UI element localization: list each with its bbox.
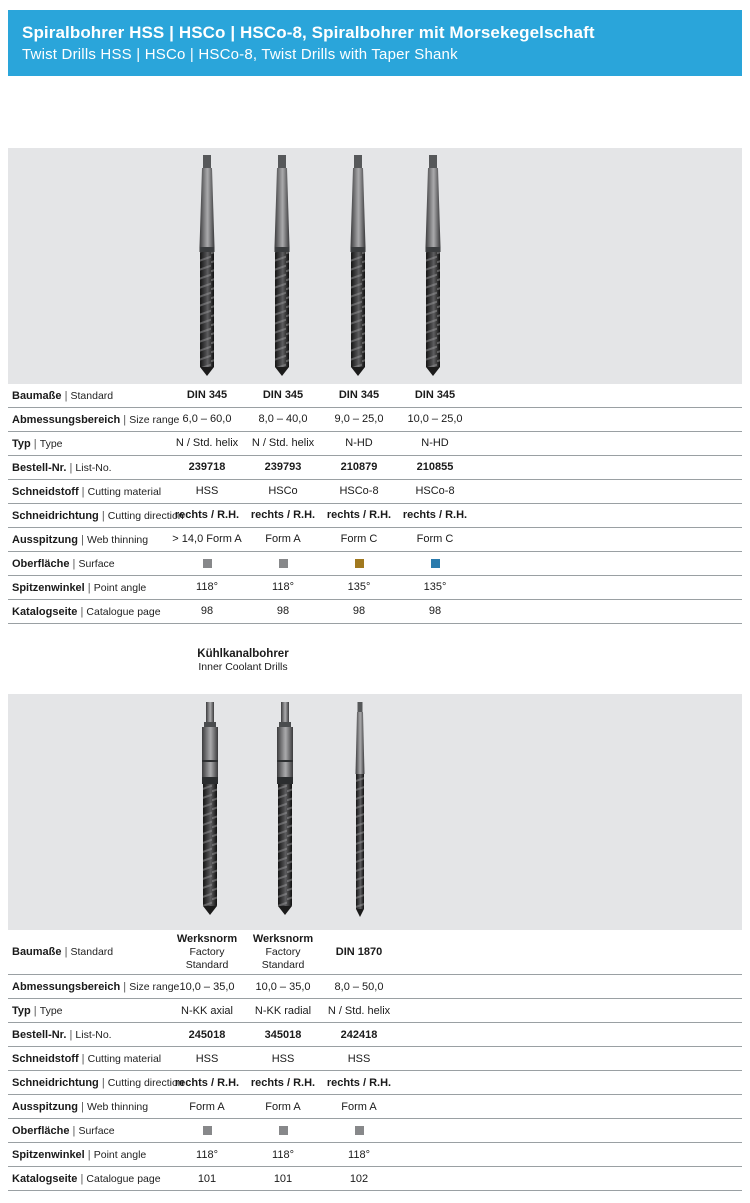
label-separator: | [78, 1100, 87, 1113]
table-cell: 98 [200, 605, 214, 618]
row-label [8, 1125, 169, 1137]
surface-color-swatch [279, 1126, 288, 1135]
table-cell: Form A [189, 1100, 225, 1113]
label-separator: | [69, 1124, 79, 1137]
row-label [8, 1173, 169, 1185]
table-cell: 98 [428, 605, 442, 618]
table-row [8, 1119, 742, 1143]
label-separator: | [77, 1172, 87, 1185]
coolant-heading-de: Kühlkanalbohrer [197, 648, 289, 660]
table-cell: HSS [195, 485, 219, 498]
table-row [8, 1047, 742, 1071]
row-label-de: Katalogseite [12, 605, 78, 618]
table-cell: 101 [273, 1172, 293, 1185]
row-label-de: Schneidrichtung [12, 509, 99, 522]
product-photo-panel-taper-shank [8, 148, 742, 384]
table-cell: rechts / R.H. [250, 509, 316, 522]
table-cell: 101 [197, 1172, 217, 1185]
row-label-de: Spitzenwinkel [12, 1148, 85, 1161]
table-cell: 98 [352, 605, 366, 618]
table-row [8, 1071, 742, 1095]
row-label [8, 980, 180, 993]
table-cell: 239793 [264, 461, 302, 474]
table-cell: N-KK axial [181, 1004, 233, 1017]
row-label-en: Surface [78, 557, 115, 570]
surface-swatch-cell [321, 1122, 397, 1141]
label-separator: | [61, 389, 71, 402]
page-title-en: Twist Drills HSS | HSCo | HSCo-8, Twist Drills with Taper Shank [22, 46, 458, 63]
table-row [8, 1023, 742, 1047]
row-label-en: Point angle [93, 1148, 147, 1161]
row-label [8, 486, 169, 498]
table-cell: HSCo [268, 485, 298, 498]
table-cell: 6,0 – 60,0 [182, 413, 232, 426]
row-label [8, 1149, 169, 1161]
label-separator: | [78, 485, 88, 498]
table-cell: 118° [348, 1148, 370, 1161]
table-row [8, 528, 742, 552]
coolant-drill-photos [8, 694, 742, 930]
row-label-de: Typ [12, 437, 31, 450]
label-separator: | [98, 1076, 108, 1089]
table-cell: > 14,0 Form A [172, 533, 242, 546]
table-cell: 8,0 – 40,0 [258, 413, 308, 426]
table-cell: DIN 345 [262, 389, 304, 402]
label-separator: | [77, 605, 87, 618]
row-label [8, 1029, 169, 1041]
label-separator: | [98, 509, 108, 522]
row-label [8, 1101, 169, 1113]
spec-table-din345 [8, 384, 742, 624]
row-label-de: Bestell-Nr. [12, 1028, 67, 1041]
label-separator: | [78, 533, 87, 546]
taper-drill-photo-1 [200, 155, 215, 376]
table-row [8, 432, 742, 456]
row-label-de: Oberfläche [12, 1124, 70, 1137]
label-separator: | [30, 437, 40, 450]
row-label-en: Point angle [93, 581, 147, 594]
table-cell: DIN 1870 [335, 945, 383, 958]
label-separator: | [84, 1148, 94, 1161]
row-label [8, 390, 169, 402]
surface-color-swatch [355, 559, 364, 568]
surface-swatch-cell [245, 1122, 321, 1141]
table-cell: Form C [416, 533, 454, 546]
label-separator: | [66, 1028, 76, 1041]
table-cell: 242418 [340, 1028, 378, 1041]
table-cell: Form A [341, 1100, 377, 1113]
row-label [8, 438, 169, 450]
table-cell: rechts / R.H. [174, 1076, 240, 1089]
row-label-de: Oberfläche [12, 557, 70, 570]
row-label-de: Abmessungsbereich [12, 980, 121, 993]
surface-swatch-cell [245, 554, 321, 573]
coolant-drill-photo-2 [277, 702, 293, 915]
row-label [8, 606, 169, 618]
table-cell: 118° [196, 1148, 218, 1161]
table-cell: rechts / R.H. [326, 509, 392, 522]
table-cell: N / Std. helix [251, 437, 315, 450]
table-cell: 8,0 – 50,0 [334, 980, 384, 993]
coolant-drill-photo-1 [202, 702, 218, 915]
table-row [8, 1095, 742, 1119]
row-label-en: Type [39, 1004, 63, 1017]
surface-swatch-cell [169, 554, 245, 573]
table-cell: N-HD [421, 437, 449, 450]
row-label-en: Type [39, 437, 63, 450]
table-cell: 135° [423, 581, 447, 594]
taper-drill-photo-2 [275, 155, 290, 376]
row-label [8, 582, 169, 594]
row-label [8, 946, 169, 958]
table-cell: 98 [276, 605, 290, 618]
label-separator: | [30, 1004, 40, 1017]
row-label-de: Ausspitzung [12, 1100, 78, 1113]
table-cell: N / Std. helix [175, 437, 239, 450]
table-cell: rechts / R.H. [402, 509, 468, 522]
table-cell: 239718 [188, 461, 226, 474]
table-row [8, 600, 742, 624]
row-label-en: Cutting direction [107, 509, 184, 522]
row-label-en: Cutting material [87, 1052, 162, 1065]
row-label-de: Baumaße [12, 389, 62, 402]
cell-value-main: Werksnorm [176, 933, 238, 945]
table-cell: DIN 345 [186, 389, 228, 402]
row-label-en: List-No. [75, 1028, 112, 1041]
table-cell: 135° [347, 581, 371, 594]
product-photo-panel-coolant [8, 694, 742, 930]
table-row [8, 930, 742, 975]
table-cell: HSCo-8 [415, 485, 455, 498]
table-cell: HSS [347, 1052, 371, 1065]
row-label-de: Schneidrichtung [12, 1076, 99, 1089]
table-cell: Form C [340, 533, 378, 546]
row-label-de: Bestell-Nr. [12, 461, 67, 474]
table-cell: HSCo-8 [339, 485, 379, 498]
table-cell: 118° [272, 581, 294, 594]
row-label-en: Standard [70, 389, 114, 402]
label-separator: | [120, 980, 130, 993]
row-label-de: Abmessungsbereich [12, 413, 121, 426]
table-cell: 245018 [188, 1028, 226, 1041]
surface-color-swatch [355, 1126, 364, 1135]
table-row [8, 975, 742, 999]
row-label [8, 1076, 184, 1089]
table-cell: HSS [271, 1052, 295, 1065]
table-cell [169, 930, 245, 974]
page-header [8, 10, 742, 76]
row-label [8, 1005, 169, 1017]
row-label-en: Cutting direction [107, 1076, 184, 1089]
table-row [8, 576, 742, 600]
row-label-de: Baumaße [12, 946, 62, 959]
row-label-en: List-No. [75, 461, 112, 474]
table-row [8, 408, 742, 432]
row-label-de: Katalogseite [12, 1172, 78, 1185]
table-cell: DIN 345 [414, 389, 456, 402]
table-cell: 10,0 – 35,0 [179, 980, 235, 993]
label-separator: | [61, 946, 71, 959]
table-row [8, 480, 742, 504]
row-label [8, 534, 169, 546]
label-separator: | [120, 413, 130, 426]
table-row [8, 456, 742, 480]
table-cell: 118° [196, 581, 218, 594]
table-cell: rechts / R.H. [250, 1076, 316, 1089]
row-label-en: Catalogue page [86, 605, 161, 618]
row-label [8, 413, 180, 426]
row-label-en: Size range [129, 980, 180, 993]
row-label [8, 1053, 169, 1065]
cell-value-sub: Factory Standard [261, 946, 305, 971]
coolant-section-heading [8, 648, 478, 673]
surface-swatch-cell [169, 1122, 245, 1141]
row-label [8, 509, 184, 522]
table-cell: 10,0 – 25,0 [407, 413, 463, 426]
cell-value-sub: Factory Standard [185, 946, 229, 971]
taper-shank-drill-photos [8, 148, 742, 384]
table-row [8, 1143, 742, 1167]
table-cell: N-KK radial [254, 1004, 312, 1017]
spec-table-coolant [8, 930, 742, 1191]
cell-value-main: Werksnorm [252, 933, 314, 945]
surface-color-swatch [279, 559, 288, 568]
taper-drill-photo-4 [426, 155, 441, 376]
table-cell: DIN 345 [338, 389, 380, 402]
coolant-drill-photo-3 [356, 702, 365, 917]
table-cell: rechts / R.H. [174, 509, 240, 522]
row-label-en: Web thinning [86, 533, 149, 546]
table-cell: HSS [195, 1052, 219, 1065]
table-cell: 210855 [416, 461, 454, 474]
row-label-en: Cutting material [87, 485, 162, 498]
surface-color-swatch [431, 559, 440, 568]
surface-swatch-cell [321, 554, 397, 573]
row-label-en: Catalogue page [86, 1172, 161, 1185]
row-label-en: Size range [129, 413, 180, 426]
row-label-en: Surface [78, 1124, 115, 1137]
table-row [8, 1167, 742, 1191]
table-cell [245, 930, 321, 974]
page-title-de: Spiralbohrer HSS | HSCo | HSCo-8, Spiralbohrer mit Morsekegelschaft [22, 23, 595, 42]
table-row [8, 384, 742, 408]
row-label [8, 462, 169, 474]
row-label-de: Ausspitzung [12, 533, 78, 546]
row-label-en: Web thinning [86, 1100, 149, 1113]
label-separator: | [84, 581, 94, 594]
label-separator: | [69, 557, 79, 570]
table-cell: 102 [349, 1172, 369, 1185]
table-cell: 9,0 – 25,0 [334, 413, 384, 426]
table-row [8, 552, 742, 576]
row-label-de: Spitzenwinkel [12, 581, 85, 594]
table-cell: 10,0 – 35,0 [255, 980, 311, 993]
table-cell: Form A [265, 533, 301, 546]
row-label-de: Schneidstoff [12, 1052, 79, 1065]
surface-swatch-cell [397, 554, 473, 573]
row-label-de: Typ [12, 1004, 31, 1017]
row-label-en: Standard [70, 946, 114, 959]
table-row [8, 999, 742, 1023]
table-cell: rechts / R.H. [326, 1076, 392, 1089]
coolant-heading-en: Inner Coolant Drills [198, 661, 288, 673]
row-label-de: Schneidstoff [12, 485, 79, 498]
surface-color-swatch [203, 559, 212, 568]
table-cell: 118° [272, 1148, 294, 1161]
table-cell: N-HD [345, 437, 373, 450]
table-cell: 210879 [340, 461, 378, 474]
table-cell: Form A [265, 1100, 301, 1113]
table-row [8, 504, 742, 528]
surface-color-swatch [203, 1126, 212, 1135]
row-label [8, 558, 169, 570]
taper-drill-photo-3 [351, 155, 366, 376]
table-cell: 345018 [264, 1028, 302, 1041]
label-separator: | [66, 461, 76, 474]
table-cell: N / Std. helix [327, 1004, 391, 1017]
label-separator: | [78, 1052, 88, 1065]
